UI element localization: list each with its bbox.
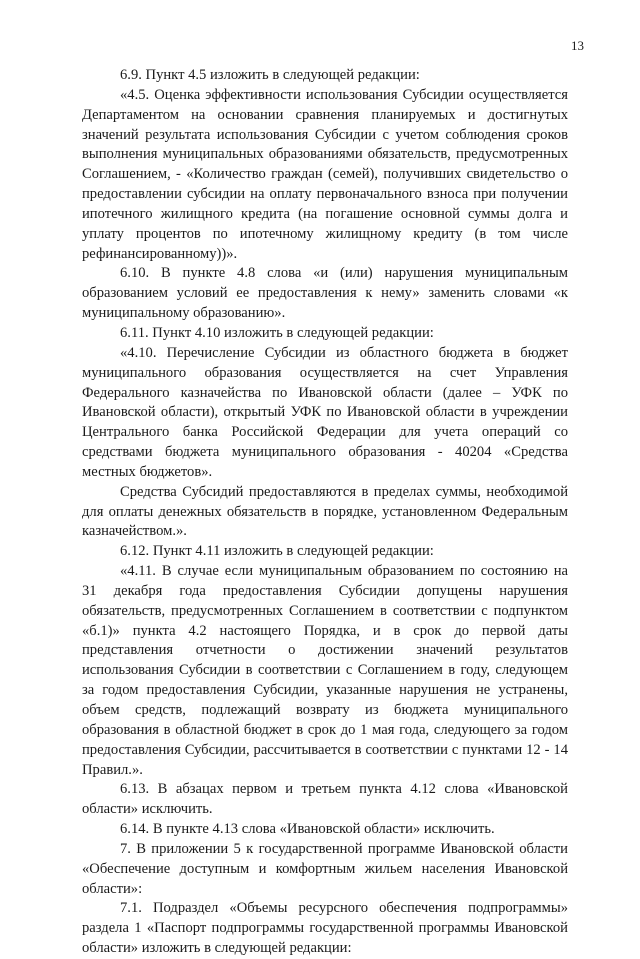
- paragraph-4-10-text: «4.10. Перечисление Субсидии из областного бюджета в бюджет муниципального образования осуществляется на счет Управления Федерального казначейства по Ивановской области (далее – УФК по Ивановской области), открытый УФК по Ивановской области в учреждении Центрального банка Российской Федерации для учета операций со средствами бюджета муниципального образования - 40204 «Средства местных бюджетов».: [82, 344, 568, 480]
- paragraph-7-1: 7.1. Подраздел «Объемы ресурсного обеспечения подпрограммы» раздела 1 «Паспорт подпрограммы государственной программы Ивановской области» изложить в следующей редакции:: [82, 900, 568, 957]
- paragraph-4-11-text: «4.11. В случае если муниципальным образованием по состоянию на 31 декабря года предоставления Субсидии допущены нарушения обязательств, предусмотренных Соглашением в соответствии с подпунктом «б.1)» пункта 4.2 настоящего Порядка, и в срок до первой даты представления отчетности о достижении значений результатов использования Субсидии в соответствии с Соглашением в году, следующем за годом предоставления Субсидии, указанные нарушения не устранены, объем средств, подлежащий возврату из бюджета муниципального образования в областной бюджет в срок до 1 мая года, следующего за годом предоставления Субсидии, рассчитывается в соответствии с пунктами 12 - 14 Правил.».: [82, 563, 568, 778]
- paragraph-subsidy-funds: Средства Субсидий предоставляются в пределах суммы, необходимой для оплаты денежных обязательств в порядке, установленном Федеральным казначейством.».: [82, 483, 568, 540]
- paragraph-6-14: 6.14. В пункте 4.13 слова «Ивановской области» исключить.: [120, 821, 495, 838]
- page-number: 13: [571, 38, 584, 53]
- paragraph-6-9-heading: 6.9. Пункт 4.5 изложить в следующей редакции:: [120, 67, 420, 83]
- paragraph-6-12-heading: 6.12. Пункт 4.11 изложить в следующей редакции:: [120, 543, 434, 560]
- paragraph-6-10: 6.10. В пункте 4.8 слова «и (или) нарушения муниципальным образованием условий ее предоставления к нему» заменить словами «к муниципальному образованию».: [82, 265, 568, 322]
- paragraph-7: 7. В приложении 5 к государственной программе Ивановской области «Обеспечение доступным и комфортным жильем населения Ивановской области»:: [82, 840, 568, 897]
- paragraph-6-11-heading: 6.11. Пункт 4.10 изложить в следующей редакции:: [120, 324, 434, 341]
- paragraph-6-13: 6.13. В абзацах первом и третьем пункта 4.12 слова «Ивановской области» исключить.: [82, 781, 568, 818]
- document-body: [82, 66, 568, 959]
- paragraph-4-5-text: «4.5. Оценка эффективности использования Субсидии осуществляется Департаментом на основании сравнения планируемых и достигнутых значений результата использования Субсидии с учетом соблюдения сроков выполнения муниципальных образованиями обязательств, предусмотренных Соглашением, - «Количество граждан (семей), получивших свидетельство о предоставлении субсидии на оплату первоначального взноса при получении ипотечного жилищного кредита (на погашение основной суммы долга и уплату процентов по ипотечному жилищному кредиту (в том числе рефинансированному))».: [82, 86, 568, 262]
